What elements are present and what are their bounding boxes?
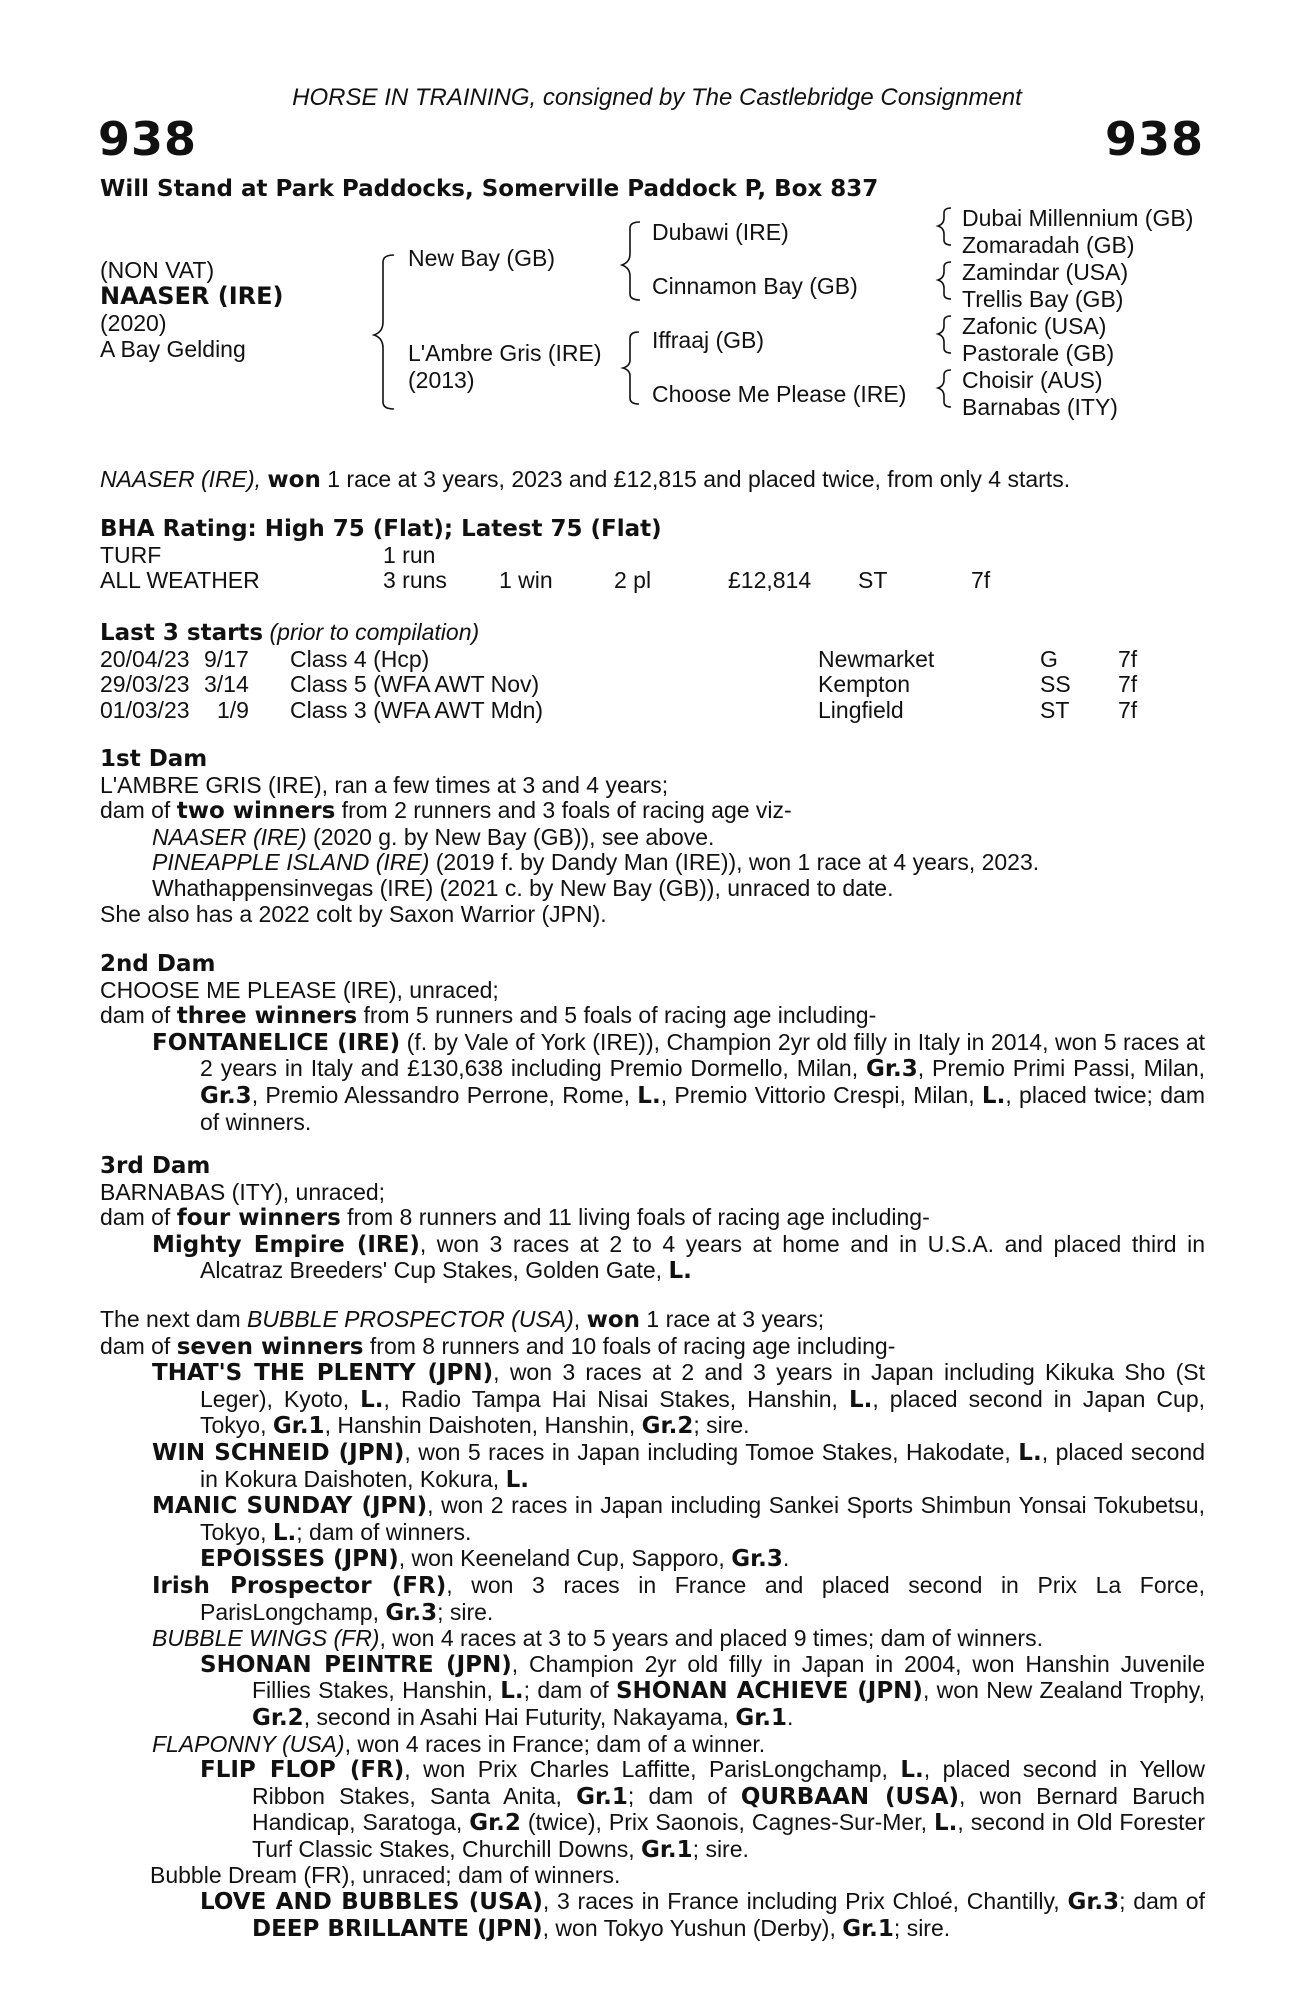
- grade: L.: [848, 1386, 873, 1413]
- offspring-name: FLAPONNY (USA): [152, 1730, 345, 1757]
- summary-won: won: [267, 467, 321, 493]
- next-dam-line: [100, 1307, 1205, 1334]
- text: , won Prix Charles Laffitte, ParisLongchamp,: [404, 1756, 901, 1783]
- offspring-name: THAT'S THE PLENTY (JPN): [152, 1360, 494, 1387]
- grade: L.: [500, 1678, 524, 1705]
- pedigree-dam-year: (2013): [408, 367, 475, 393]
- grand-offspring-entry: [100, 1757, 1205, 1863]
- first-dam-section: [100, 747, 1205, 927]
- text: , Premio Primi Passi, Milan,: [917, 1055, 1206, 1082]
- grade: L.: [1018, 1439, 1042, 1466]
- text: .: [782, 1545, 790, 1572]
- rating-going: ST: [858, 567, 888, 594]
- grade: Gr.1: [842, 1915, 894, 1942]
- offspring-entry: [100, 1360, 1205, 1440]
- start-race: Class 3 (WFA AWT Mdn): [290, 696, 544, 723]
- pedigree-sire-sire: Dubawi (IRE): [652, 219, 789, 245]
- pedigree-g6: Pastorale (GB): [962, 340, 1115, 366]
- text: , Champion 2yr old filly in Japan in 2004, won Hanshin Juvenile Fillies Stakes, Hanshin,: [252, 1650, 1205, 1704]
- next-dam-section: [100, 1307, 1205, 1942]
- start-position: 9/17: [204, 645, 249, 672]
- offspring-name: LOVE AND BUBBLES (USA): [200, 1889, 543, 1916]
- vat-status: (NON VAT): [100, 257, 215, 283]
- winners-count: two winners: [176, 798, 336, 825]
- offspring-entry: [100, 850, 1205, 876]
- text: , placed second in Japan Cup, Tokyo,: [200, 1385, 1206, 1439]
- horse-year: (2020): [100, 310, 167, 336]
- winners-count: four winners: [176, 1205, 341, 1232]
- start-distance: 7f: [1118, 671, 1138, 698]
- rating-prize: £12,814: [728, 567, 812, 594]
- offspring-name: QURBAAN (USA): [740, 1783, 960, 1810]
- text: , won Keeneland Cup, Sapporo,: [398, 1545, 732, 1572]
- pedigree-sire-dam: Cinnamon Bay (GB): [652, 273, 858, 299]
- grand-offspring-entry: [100, 1546, 1205, 1573]
- offspring-name: MANIC SUNDAY (JPN): [152, 1493, 428, 1520]
- third-dam-section: [100, 1154, 1205, 1285]
- pedigree-sire: New Bay (GB): [408, 245, 555, 271]
- stand-location: Will Stand at Park Paddocks, Somerville Paddock P, Box 837: [100, 176, 879, 202]
- offspring-name: FONTANELICE (IRE): [152, 1029, 401, 1056]
- second-dam-line: CHOOSE ME PLEASE (IRE), unraced;: [100, 976, 499, 1003]
- offspring-entry: [100, 1030, 1205, 1135]
- rating-row-all-weather: [100, 568, 1205, 594]
- offspring-name: WIN SCHNEID (JPN): [152, 1439, 405, 1466]
- text: (twice), Prix Saonois, Cagnes-Sur-Mer,: [520, 1809, 934, 1836]
- text: ; sire.: [692, 1835, 749, 1862]
- start-row: [100, 647, 1205, 673]
- summary-horse-name: NAASER (IRE),: [100, 466, 262, 492]
- rating-row-turf: [100, 543, 1205, 569]
- grade: Gr.3: [200, 1082, 252, 1109]
- text: , second in Old Forester Turf Classic Stakes, Churchill Downs,: [252, 1809, 1206, 1862]
- second-dam-title: 2nd Dam: [100, 951, 216, 977]
- second-dam-produce: [100, 1003, 1205, 1030]
- text: dam of: [100, 1002, 177, 1029]
- rating-distance: 7f: [971, 567, 991, 594]
- rating-runs: 1 run: [383, 541, 436, 568]
- third-dam-produce: [100, 1205, 1205, 1232]
- offspring-name: Irish Prospector (FR): [152, 1572, 447, 1599]
- rating-surface: ALL WEATHER: [100, 567, 260, 594]
- start-going: SS: [1040, 671, 1071, 698]
- grade: L.: [933, 1810, 958, 1837]
- pedigree-dam: L'Ambre Gris (IRE): [408, 340, 602, 366]
- grade: L.: [505, 1466, 529, 1493]
- first-dam-note: She also has a 2022 colt by Saxon Warrior (JPN).: [100, 900, 607, 927]
- pedigree-g1: Dubai Millennium (GB): [962, 205, 1194, 231]
- text: dam of: [100, 1332, 177, 1359]
- start-going: G: [1040, 645, 1058, 672]
- grade: Gr.2: [469, 1810, 521, 1837]
- text: .: [787, 1703, 794, 1730]
- offspring-entry: [100, 1732, 1205, 1758]
- grade: Gr.3: [731, 1546, 783, 1573]
- last-starts-heading: [100, 620, 1205, 647]
- offspring-entry: [100, 1493, 1205, 1546]
- pedigree-g3: Zamindar (USA): [962, 259, 1129, 285]
- text: ; sire.: [893, 1914, 951, 1941]
- grade: Gr.1: [272, 1413, 325, 1440]
- grade: Gr.3: [866, 1056, 918, 1083]
- offspring-entry: Bubble Dream (FR), unraced; dam of winners.: [150, 1862, 621, 1889]
- text: from 5 runners and 5 foals of racing age including-: [357, 1002, 877, 1029]
- text: ; dam of winners.: [296, 1518, 472, 1545]
- pedigree-g2: Zomaradah (GB): [962, 232, 1135, 258]
- text: , 3 races in France including Prix Chloé, Chantilly,: [542, 1888, 1068, 1915]
- start-distance: 7f: [1118, 645, 1138, 672]
- text: , won 5 races in Japan including Tomoe Stakes, Hakodate,: [404, 1438, 1019, 1465]
- pedigree-g7: Choisir (AUS): [962, 367, 1103, 393]
- text: , won 4 races in France; dam of a winner.: [344, 1730, 766, 1757]
- grade: Gr.2: [641, 1413, 694, 1440]
- text: , Premio Vittorio Crespi, Milan,: [660, 1081, 982, 1108]
- pedigree-g4: Trellis Bay (GB): [962, 286, 1124, 312]
- offspring-entry: [100, 1440, 1205, 1493]
- offspring-entry: Whathappensinvegas (IRE) (2021 c. by New Bay (GB)), unraced to date.: [152, 874, 894, 901]
- grade: Gr.3: [1067, 1889, 1120, 1916]
- text: ; sire.: [437, 1598, 494, 1625]
- last-starts-note: (prior to compilation): [269, 619, 480, 645]
- text: , won Bernard Baruch Handicap, Saratoga,: [252, 1782, 1205, 1836]
- text: dam of: [100, 797, 177, 824]
- text: ; dam of: [1119, 1888, 1205, 1915]
- grade: Gr.1: [735, 1704, 788, 1731]
- race-summary: [100, 467, 1070, 494]
- offspring-entry: [100, 825, 1205, 851]
- first-dam-title: 1st Dam: [100, 746, 208, 772]
- text: ,: [573, 1306, 587, 1332]
- pedigree-dam-dam: Choose Me Please (IRE): [652, 381, 907, 407]
- grade: L.: [637, 1082, 661, 1109]
- rating-runs: 3 runs: [383, 567, 447, 594]
- text: ; sire.: [693, 1412, 750, 1439]
- text: , won 3 races at 2 to 4 years at home and in U.S.A. and placed third in Alcatraz Breeders' Cup Stakes, Golden Gate,: [200, 1230, 1205, 1284]
- catalogue-header: HORSE IN TRAINING, consigned by The Castlebridge Consignment: [292, 84, 1022, 111]
- start-distance: 7f: [1118, 696, 1138, 723]
- text: The next dam: [100, 1306, 248, 1332]
- text: , won 3 races at 2 and 3 years in Japan including Kikuka Sho (St Leger), Kyoto,: [200, 1359, 1205, 1412]
- start-position: 3/14: [204, 671, 249, 698]
- grand-offspring-entry: [100, 1652, 1205, 1732]
- grade: L.: [981, 1082, 1006, 1109]
- offspring-name: FLIP FLOP (FR): [200, 1757, 405, 1784]
- grade: L.: [668, 1258, 692, 1285]
- first-dam-line: L'AMBRE GRIS (IRE), ran a few times at 3 and 4 years;: [100, 771, 669, 798]
- lot-number-left: 938: [98, 112, 198, 166]
- start-row: [100, 698, 1205, 724]
- offspring-name: EPOISSES (JPN): [200, 1546, 399, 1573]
- grade: L.: [272, 1519, 297, 1546]
- text: , won 4 races at 3 to 5 years and placed 9 times; dam of winners.: [379, 1625, 1043, 1652]
- text: , Premio Alessandro Perrone, Rome,: [251, 1081, 638, 1108]
- offspring-name: SHONAN PEINTRE (JPN): [200, 1651, 512, 1678]
- grade: Gr.1: [640, 1836, 693, 1863]
- text: , placed second in Kokura Daishoten, Kokura,: [200, 1438, 1205, 1492]
- start-course: Kempton: [818, 671, 911, 698]
- grand-offspring-entry: [100, 1889, 1205, 1942]
- last-starts-title: Last 3 starts: [100, 620, 264, 646]
- start-date: 20/04/23: [100, 645, 190, 672]
- next-dam-produce: [100, 1334, 1205, 1361]
- text: from 2 runners and 3 foals of racing age viz-: [335, 797, 792, 824]
- text: 1 race at 3 years;: [640, 1306, 825, 1332]
- second-dam-section: [100, 952, 1205, 1135]
- horse-name: NAASER (IRE): [100, 282, 284, 310]
- text: , Hanshin Daishoten, Hanshin,: [324, 1412, 642, 1439]
- summary-text: 1 race at 3 years, 2023 and £12,815 and placed twice, from only 4 starts.: [320, 466, 1071, 492]
- last-starts-section: [100, 620, 1205, 723]
- rating-surface: TURF: [100, 541, 162, 568]
- start-course: Lingfield: [818, 696, 904, 723]
- pedigree-dam-sire: Iffraaj (GB): [652, 327, 765, 353]
- third-dam-line: BARNABAS (ITY), unraced;: [100, 1178, 386, 1205]
- grade: L.: [900, 1757, 924, 1784]
- text: ; dam of: [523, 1677, 616, 1704]
- offspring-name: NAASER (IRE): [152, 823, 307, 850]
- start-course: Newmarket: [818, 645, 935, 672]
- grade: Gr.1: [576, 1783, 628, 1810]
- text: , won Tokyo Yushun (Derby),: [542, 1914, 843, 1941]
- lot-number-right: 938: [1104, 112, 1204, 166]
- winners-count: seven winners: [176, 1333, 364, 1360]
- rating-wins: 1 win: [499, 567, 553, 594]
- next-dam-name: BUBBLE PROSPECTOR (USA): [247, 1306, 574, 1332]
- text: from 8 runners and 11 living foals of racing age including-: [340, 1204, 930, 1231]
- rating-placed: 2 pl: [614, 567, 652, 594]
- pedigree-g8: Barnabas (ITY): [962, 394, 1118, 420]
- text: dam of: [100, 1204, 177, 1231]
- text: (f. by Vale of York (IRE)), Champion 2yr old filly in Italy in 2014, won 5 races at 2 years in Italy and £130,638 including Premio Dormello, Milan,: [200, 1028, 1205, 1082]
- start-row: [100, 672, 1205, 698]
- offspring-entry: [100, 1232, 1205, 1285]
- text: , second in Asahi Hai Futurity, Nakayama,: [303, 1703, 736, 1730]
- offspring-entry: [100, 1573, 1205, 1626]
- start-position: 1/9: [217, 696, 249, 723]
- first-dam-produce: [100, 798, 1205, 825]
- rating-title: BHA Rating: High 75 (Flat); Latest 75 (Flat): [100, 516, 662, 542]
- rating-section: [100, 517, 1205, 594]
- text: from 8 runners and 10 foals of racing age including-: [363, 1332, 896, 1359]
- text: , Radio Tampa Hai Nisai Stakes, Hanshin,: [383, 1385, 849, 1412]
- third-dam-title: 3rd Dam: [100, 1153, 211, 1179]
- offspring-name: PINEAPPLE ISLAND (IRE): [152, 849, 430, 876]
- text: , placed twice; dam of winners.: [200, 1081, 1205, 1135]
- offspring-name: BUBBLE WINGS (FR): [152, 1625, 380, 1652]
- grade: L.: [360, 1386, 384, 1413]
- offspring-name: SHONAN ACHIEVE (JPN): [615, 1678, 923, 1705]
- start-race: Class 4 (Hcp): [290, 645, 430, 672]
- won-label: won: [586, 1307, 641, 1333]
- start-going: ST: [1040, 696, 1070, 723]
- horse-description: A Bay Gelding: [100, 336, 246, 362]
- start-race: Class 5 (WFA AWT Nov): [290, 671, 540, 698]
- offspring-name: Mighty Empire (IRE): [152, 1231, 420, 1258]
- text: , placed second in Yellow Ribbon Stakes, Santa Anita,: [252, 1756, 1205, 1809]
- pedigree-g5: Zafonic (USA): [962, 313, 1107, 339]
- text: , won New Zealand Trophy,: [922, 1677, 1205, 1704]
- winners-count: three winners: [176, 1003, 358, 1030]
- text: , won 2 races in Japan including Sankei Sports Shimbun Yonsai Tokubetsu, Tokyo,: [200, 1492, 1205, 1545]
- text: (2020 g. by New Bay (GB)), see above.: [306, 823, 715, 850]
- offspring-name: DEEP BRILLANTE (JPN): [252, 1915, 543, 1942]
- text: , won 3 races in France and placed second in Prix La Force, ParisLongchamp,: [200, 1571, 1205, 1625]
- grade: Gr.3: [385, 1599, 438, 1626]
- grade: Gr.2: [252, 1704, 304, 1731]
- offspring-entry: [100, 1626, 1205, 1652]
- text: (2019 f. by Dandy Man (IRE)), won 1 race at 4 years, 2023.: [429, 849, 1040, 876]
- text: ; dam of: [627, 1782, 741, 1809]
- start-date: 29/03/23: [100, 671, 190, 698]
- start-date: 01/03/23: [100, 696, 190, 723]
